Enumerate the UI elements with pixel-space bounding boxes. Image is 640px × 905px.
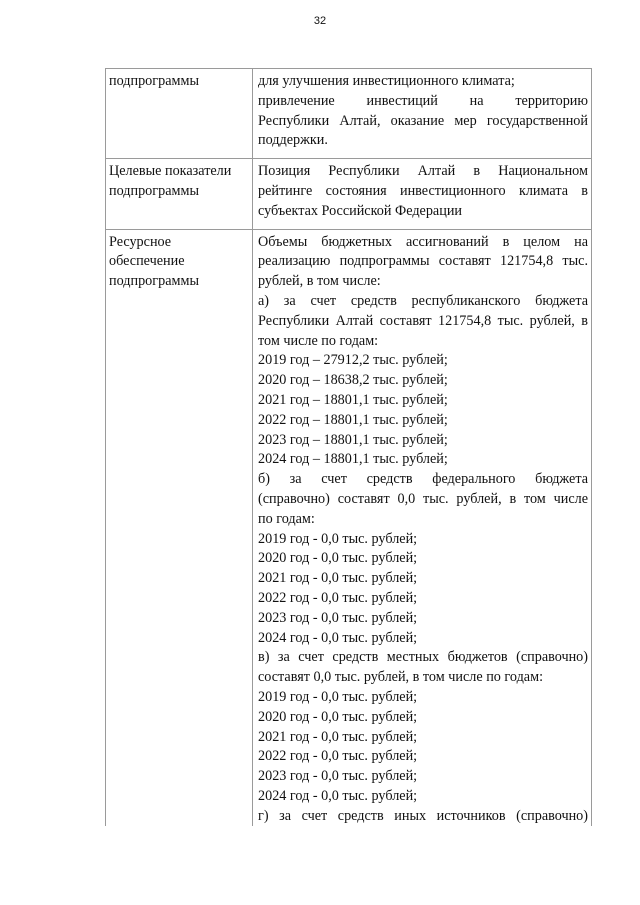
row-content-line: 2021 год - 0,0 тыс. рублей;	[258, 570, 418, 587]
row-content-line: Позиция Республики Алтай в Национальном	[258, 163, 588, 180]
row-content-line: Республики Алтай составят 121754,8 тыс. рублей, в	[258, 312, 588, 329]
row-content-line: 2021 год - 0,0 тыс. рублей;	[258, 728, 418, 745]
row-content-line: б) за счет средств федерального бюджета	[258, 471, 588, 488]
row-label-line: Целевые показатели	[109, 163, 232, 180]
row-content-line: 2019 год - 0,0 тыс. рублей;	[258, 530, 418, 547]
row-content-line: в) за счет средств местных бюджетов (справочно)	[258, 649, 588, 666]
row-content-line: 2020 год - 0,0 тыс. рублей;	[258, 550, 418, 567]
table-row	[106, 229, 592, 826]
row-content-line: 2024 год - 0,0 тыс. рублей;	[258, 629, 418, 646]
row-content-line: Объемы бюджетных ассигнований в целом на	[258, 233, 588, 250]
row-label-line: обеспечение	[109, 253, 185, 270]
row-content-line: том числе по годам:	[258, 332, 379, 349]
page-number: 32	[313, 15, 327, 27]
row-content-line: Республики Алтай, оказание мер государственной	[258, 112, 588, 129]
row-content-line: привлечение инвестиций на территорию	[258, 92, 588, 109]
row-content-line: г) за счет средств иных источников (справочно)	[258, 807, 588, 824]
row-content-line: 2023 год – 18801,1 тыс. рублей;	[258, 431, 448, 448]
row-label-cell	[106, 159, 253, 229]
table-row	[106, 69, 592, 159]
row-content-line: 2022 год - 0,0 тыс. рублей;	[258, 748, 418, 765]
row-content-line: по годам:	[258, 510, 315, 527]
row-content-line: рублей, в том числе:	[258, 273, 381, 290]
row-label-line: подпрограммы	[109, 182, 199, 199]
row-content-line: субъектах Российской Федерации	[258, 202, 462, 219]
row-content-line: составят 0,0 тыс. рублей, в том числе по годам:	[258, 669, 544, 686]
row-content-line: 2020 год – 18638,2 тыс. рублей;	[258, 372, 448, 389]
row-content-line: 2022 год - 0,0 тыс. рублей;	[258, 589, 418, 606]
row-content-line: реализацию подпрограммы составят 121754,8 тыс.	[258, 253, 588, 270]
row-content-line: 2020 год - 0,0 тыс. рублей;	[258, 708, 418, 725]
row-label-cell	[106, 229, 253, 826]
row-label-line: Ресурсное	[109, 233, 172, 250]
row-content-line: 2024 год – 18801,1 тыс. рублей;	[258, 451, 448, 468]
row-content-line: а) за счет средств республиканского бюджета	[258, 292, 588, 309]
row-content-line: 2024 год - 0,0 тыс. рублей;	[258, 787, 418, 804]
row-content-line: 2023 год - 0,0 тыс. рублей;	[258, 768, 418, 785]
row-label-cell	[106, 69, 253, 159]
row-content-cell	[253, 229, 592, 826]
table-row	[106, 159, 592, 229]
row-content-cell	[253, 69, 592, 159]
row-content-line: 2021 год – 18801,1 тыс. рублей;	[258, 391, 448, 408]
row-content-line: поддержки.	[258, 132, 328, 149]
row-content-line: для улучшения инвестиционного климата;	[258, 73, 515, 89]
row-label-line: подпрограммы	[109, 73, 199, 89]
row-content-line: 2019 год - 0,0 тыс. рублей;	[258, 688, 418, 705]
row-content-line: 2019 год – 27912,2 тыс. рублей;	[258, 352, 448, 369]
subprogram-passport-table	[105, 68, 592, 826]
row-content-line: рейтинге состояния инвестиционного климата в	[258, 182, 588, 199]
row-content-line: 2023 год - 0,0 тыс. рублей;	[258, 609, 418, 626]
row-content-line: 2022 год – 18801,1 тыс. рублей;	[258, 411, 448, 428]
row-content-cell	[253, 159, 592, 229]
table-body	[106, 69, 592, 827]
row-label-line: подпрограммы	[109, 273, 199, 290]
row-content-line: (справочно) составят 0,0 тыс. рублей, в том числе	[258, 490, 588, 507]
